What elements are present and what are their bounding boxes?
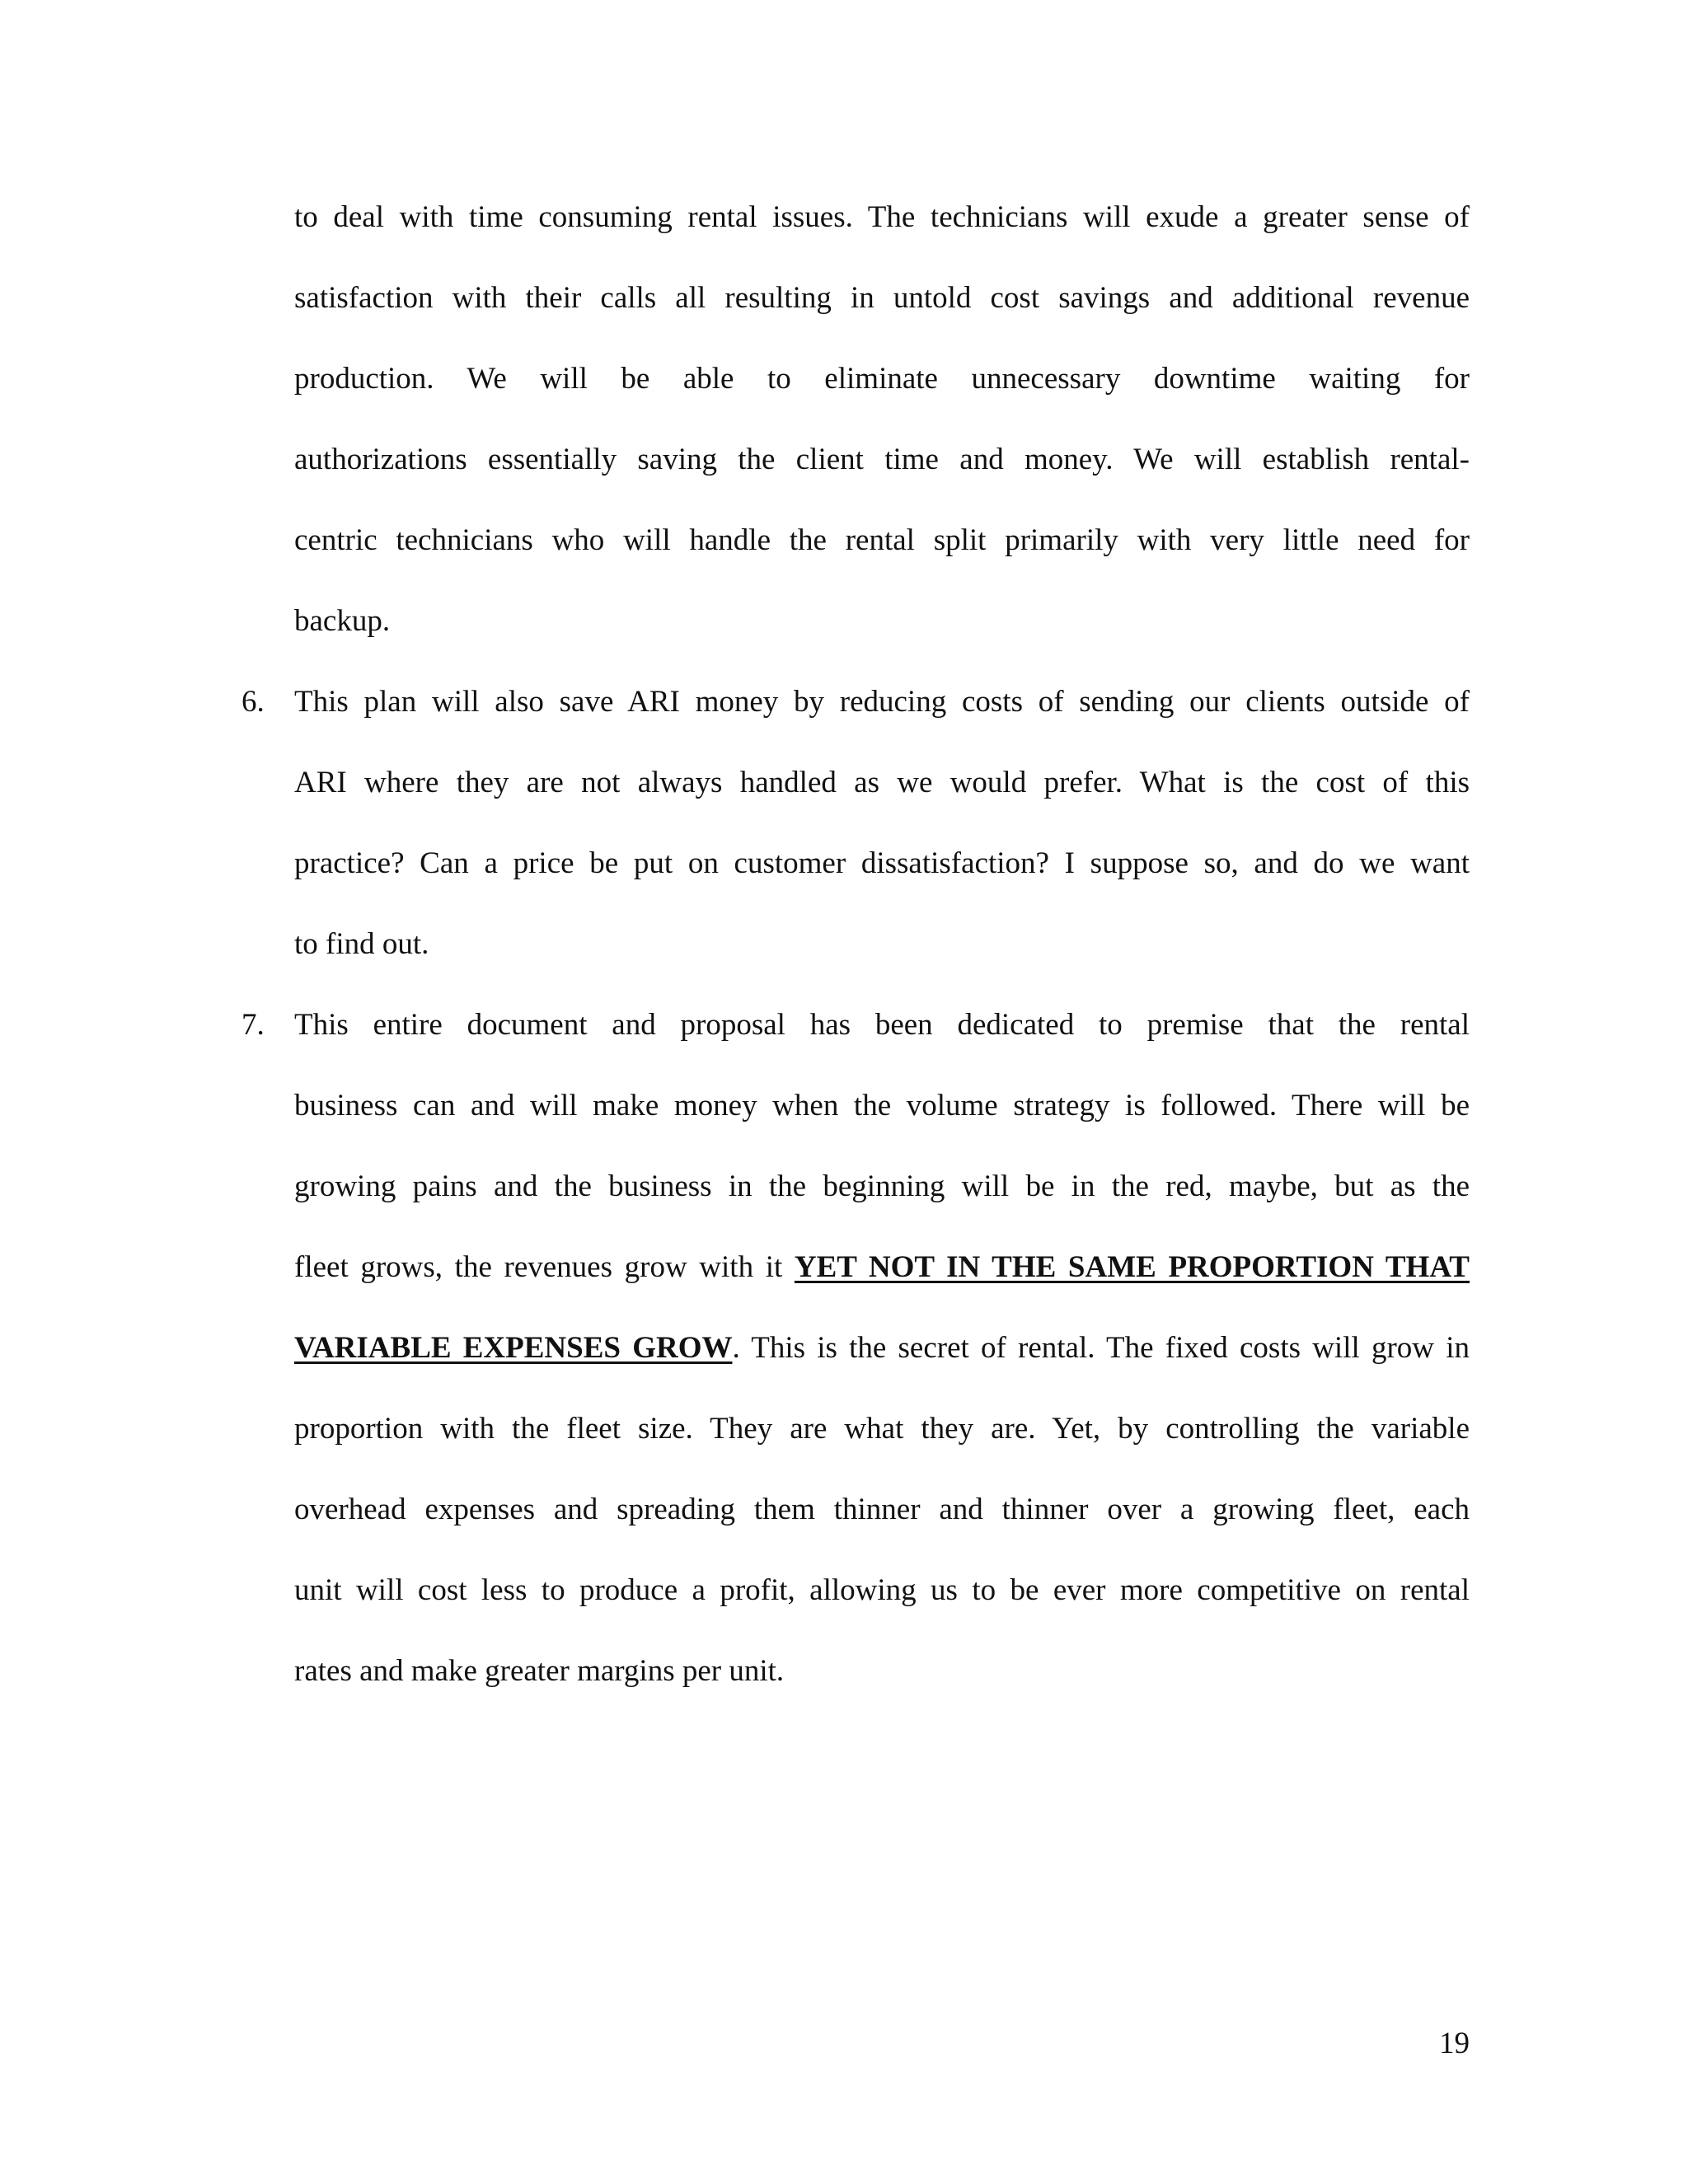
list-item-number: 6. (241, 685, 265, 719)
list-item-line: growing pains and the business in the beginning will be in the red, maybe, but as the (294, 1169, 1470, 1203)
paragraph-line: authorizations essentially saving the client time and money. We will establish rental- (294, 443, 1470, 476)
list-item-line: This entire document and proposal has been dedicated to premise that the rental (294, 1008, 1470, 1042)
plain-text: . This is the secret of rental. The fixed costs will grow in (732, 1331, 1470, 1365)
list-item-line: practice? Can a price be put on customer dissatisfaction? I suppose so, and do we want (294, 846, 1470, 880)
paragraph-line: satisfaction with their calls all resulting in untold cost savings and additional revenue (294, 281, 1470, 315)
list-item-line: to find out. (294, 927, 429, 961)
list-item-line: rates and make greater margins per unit. (294, 1654, 785, 1688)
list-item-line: overhead expenses and spreading them thinner and thinner over a growing fleet, each (294, 1493, 1470, 1526)
list-item-line (294, 1324, 1470, 1373)
list-item-line: proportion with the fleet size. They are what they are. Yet, by controlling the variable (294, 1412, 1470, 1446)
list-item-line (294, 1243, 1470, 1292)
paragraph-line: backup. (294, 604, 391, 638)
emphasized-text: VARIABLE EXPENSES GROW (294, 1331, 733, 1365)
list-item-line: unit will cost less to produce a profit, allowing us to be ever more competitive on rental (294, 1573, 1470, 1607)
list-item-line: ARI where they are not always handled as we would prefer. What is the cost of this (294, 766, 1470, 799)
list-item-number: 7. (241, 1008, 265, 1042)
paragraph-line: production. We will be able to eliminate unnecessary downtime waiting for (294, 362, 1470, 396)
plain-text: fleet grows, the revenues grow with it (294, 1250, 795, 1284)
paragraph-line: to deal with time consuming rental issues. The technicians will exude a greater sense of (294, 200, 1470, 234)
list-item-line: business can and will make money when the volume strategy is followed. There will be (294, 1089, 1470, 1122)
page-number: 19 (1439, 2027, 1470, 2060)
list-item-line: This plan will also save ARI money by reducing costs of sending our clients outside of (294, 685, 1470, 719)
emphasized-text: YET NOT IN THE SAME PROPORTION THAT (794, 1250, 1470, 1284)
paragraph-line: centric technicians who will handle the rental split primarily with very little need for (294, 523, 1470, 557)
